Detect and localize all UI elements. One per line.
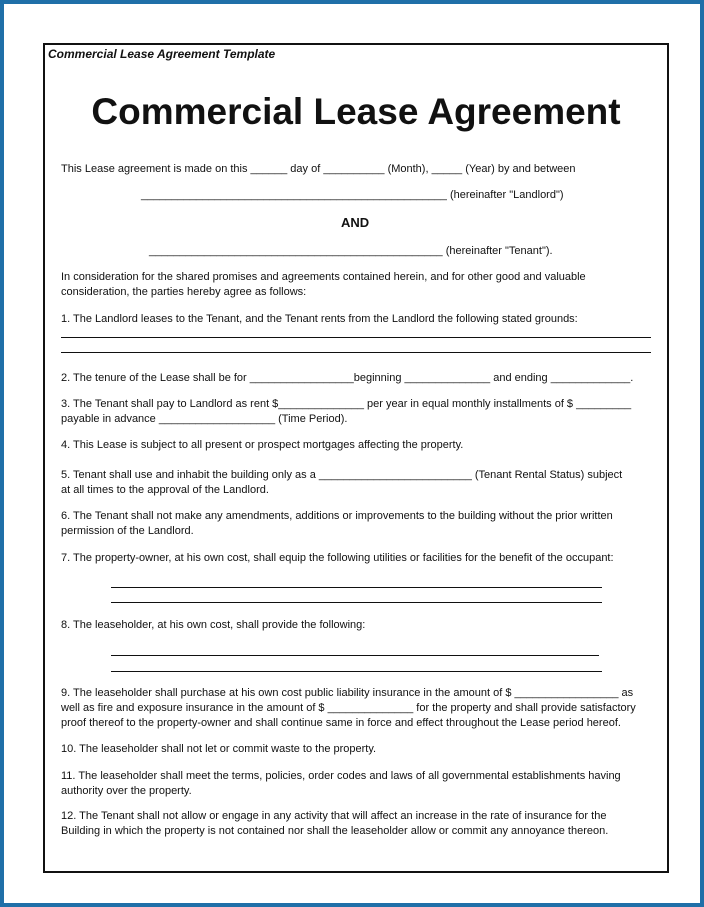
clause-6-line-1: 6. The Tenant shall not make any amendments, additions or improvements to the building without the prior written: [61, 510, 613, 522]
clause-11-line-1: 11. The leaseholder shall meet the terms, policies, order codes and laws of all governmental establishments having: [61, 770, 621, 782]
blank-line: [111, 587, 602, 588]
clause-12-line-1: 12. The Tenant shall not allow or engage in any activity that will affect an increase in the rate of insurance for the: [61, 810, 607, 822]
clause-5-line-2: at all times to the approval of the Landlord.: [61, 484, 269, 496]
blank-line: [61, 337, 651, 338]
consideration-line-2: consideration, the parties hereby agree as follows:: [61, 286, 307, 298]
template-label: Commercial Lease Agreement Template: [48, 47, 276, 61]
clause-8: 8. The leaseholder, at his own cost, shall provide the following:: [61, 619, 366, 631]
blank-line: [61, 352, 651, 353]
clause-4: 4. This Lease is subject to all present or prospect mortgages affecting the property.: [61, 439, 464, 451]
tenant-line: ________________________________________________ (hereinafter "Tenant").: [149, 245, 553, 257]
clause-6-line-2: permission of the Landlord.: [61, 525, 194, 537]
blank-line: [111, 671, 602, 672]
clause-2: 2. The tenure of the Lease shall be for _________________beginning ______________ and ending _____________.: [61, 372, 634, 384]
clause-7: 7. The property-owner, at his own cost, shall equip the following utilities or facilities for the benefit of the occupant:: [61, 552, 614, 564]
clause-10: 10. The leaseholder shall not let or commit waste to the property.: [61, 743, 377, 755]
page-title: Commercial Lease Agreement: [91, 91, 621, 132]
clause-1: 1. The Landlord leases to the Tenant, and the Tenant rents from the Landlord the following stated grounds:: [61, 313, 578, 325]
and-separator: AND: [341, 215, 370, 230]
blank-line: [111, 602, 602, 603]
blank-line: [111, 655, 599, 656]
clause-3-line-2: payable in advance ___________________ (Time Period).: [61, 413, 348, 425]
clause-11-line-2: authority over the property.: [61, 785, 192, 797]
landlord-line: __________________________________________________ (hereinafter "Landlord"): [141, 189, 564, 201]
intro-line: This Lease agreement is made on this ______ day of __________ (Month), _____ (Year) by and between: [61, 163, 576, 175]
clause-9-line-1: 9. The leaseholder shall purchase at his own cost public liability insurance in the amount of $ _________________ as: [61, 687, 634, 699]
clause-3-line-1: 3. The Tenant shall pay to Landlord as rent $______________ per year in equal monthly installments of $ _________: [61, 398, 632, 410]
document-sheet: [43, 43, 669, 873]
clause-5-line-1: 5. Tenant shall use and inhabit the building only as a _________________________ (Tenant Rental Status) subject: [61, 469, 623, 481]
consideration-line-1: In consideration for the shared promises and agreements contained herein, and for other good and valuable: [61, 271, 586, 283]
clause-9-line-3: proof thereof to the property-owner and shall continue same in force and effect throughout the Lease period hereof.: [61, 717, 621, 729]
clause-12-line-2: Building in which the property is not contained nor shall the leaseholder allow or commit any annoyance thereon.: [61, 825, 609, 837]
clause-9-line-2: well as fire and exposure insurance in the amount of $ ______________ for the property and shall provide satisfactory: [61, 702, 636, 714]
